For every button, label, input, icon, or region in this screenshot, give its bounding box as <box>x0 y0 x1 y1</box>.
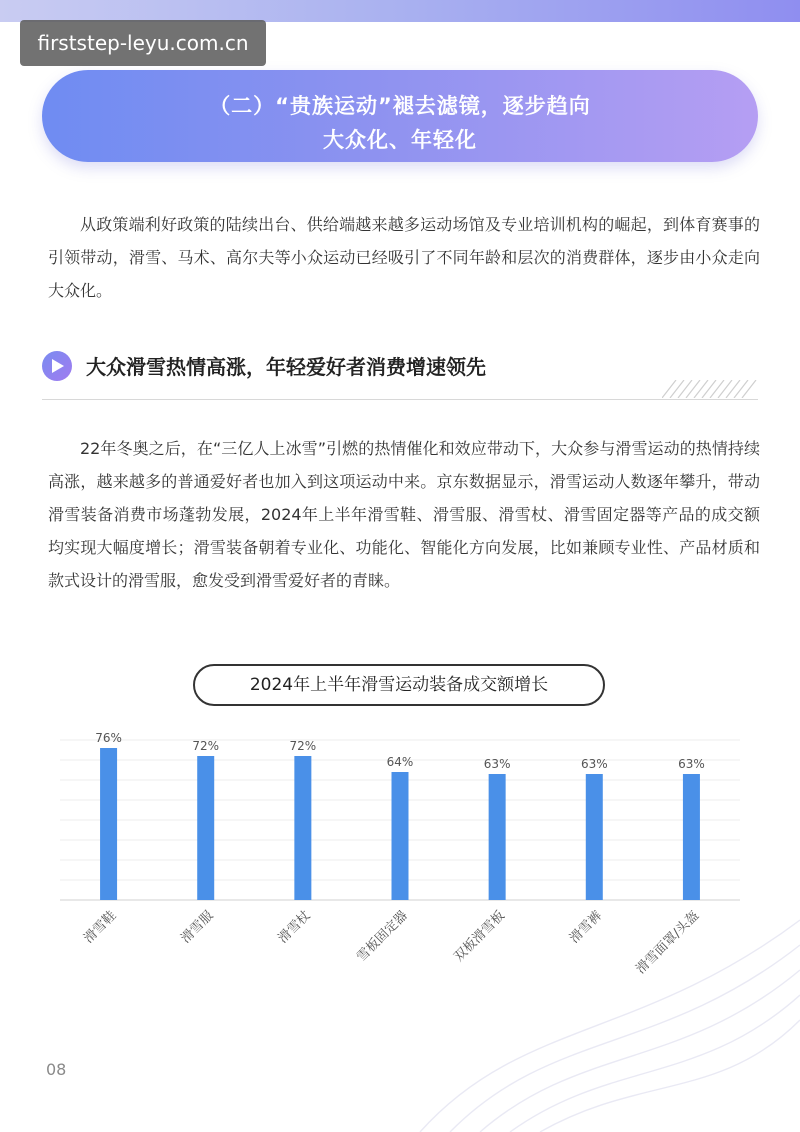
data-label: 63% <box>580 757 608 771</box>
data-label: 63% <box>483 757 511 771</box>
page-number: 08 <box>46 1060 67 1079</box>
bar-chart <box>40 720 760 1010</box>
section-header <box>42 348 758 402</box>
category-label: 滑雪鞋 <box>81 908 120 947</box>
bar <box>683 774 700 900</box>
bar <box>197 756 214 900</box>
section-heading: 大众滑雪热情高涨，年轻爱好者消费增速领先 <box>86 355 486 379</box>
category-label: 滑雪裤 <box>566 908 606 947</box>
section-divider <box>42 399 758 400</box>
intro-paragraph: 从政策端利好政策的陆续出台、供给端越来越多运动场馆及专业培训机构的崛起，到体育赛事的引领带动，滑雪、马术、高尔夫等小众运动已经吸引了不同年龄和层次的消费群体，逐步由小众走向大众化。 <box>48 215 760 300</box>
category-label: 雪板固定器 <box>354 908 411 965</box>
bar <box>392 772 409 900</box>
category-label: 双板滑雪板 <box>451 908 508 965</box>
watermark: firststep-leyu.com.cn <box>20 20 266 66</box>
data-label: 72% <box>192 739 220 753</box>
page-title-line2: 大众化、年轻化 <box>323 128 477 152</box>
category-label: 滑雪杖 <box>275 908 314 947</box>
data-label: 72% <box>289 739 317 753</box>
data-label: 76% <box>95 731 122 745</box>
bar <box>294 756 311 900</box>
hatch-decoration <box>662 380 758 398</box>
data-label: 64% <box>386 755 414 769</box>
data-label: 63% <box>678 757 705 771</box>
title-banner <box>42 70 758 162</box>
category-label: 滑雪面罩/头盔 <box>633 908 703 978</box>
play-icon <box>42 351 72 381</box>
bar <box>489 774 506 900</box>
top-gradient-strip <box>0 0 800 22</box>
page-title-line1: （二）“贵族运动”褪去滤镜，逐步趋向 <box>209 94 591 118</box>
category-label: 滑雪服 <box>178 908 217 947</box>
bar <box>100 748 117 900</box>
chart-title: 2024年上半年滑雪运动装备成交额增长 <box>193 664 605 706</box>
body-paragraph: 22年冬奥之后，在“三亿人上冰雪”引燃的热情催化和效应带动下，大众参与滑雪运动的热情持续高涨，越来越多的普通爱好者也加入到这项运动中来。京东数据显示，滑雪运动人数逐年攀升，带动滑雪装备消费市场蓬勃发展，2024年上半年滑雪鞋、滑雪服、滑雪杖、滑雪固定器等产品的成交额均实现大幅度增长；滑雪装备朝着专业化、功能化、智能化方向发展，比如兼顾专业性、产品材质和款式设计的滑雪服，愈发受到滑雪爱好者的青睐。 <box>48 439 760 590</box>
bar <box>586 774 603 900</box>
